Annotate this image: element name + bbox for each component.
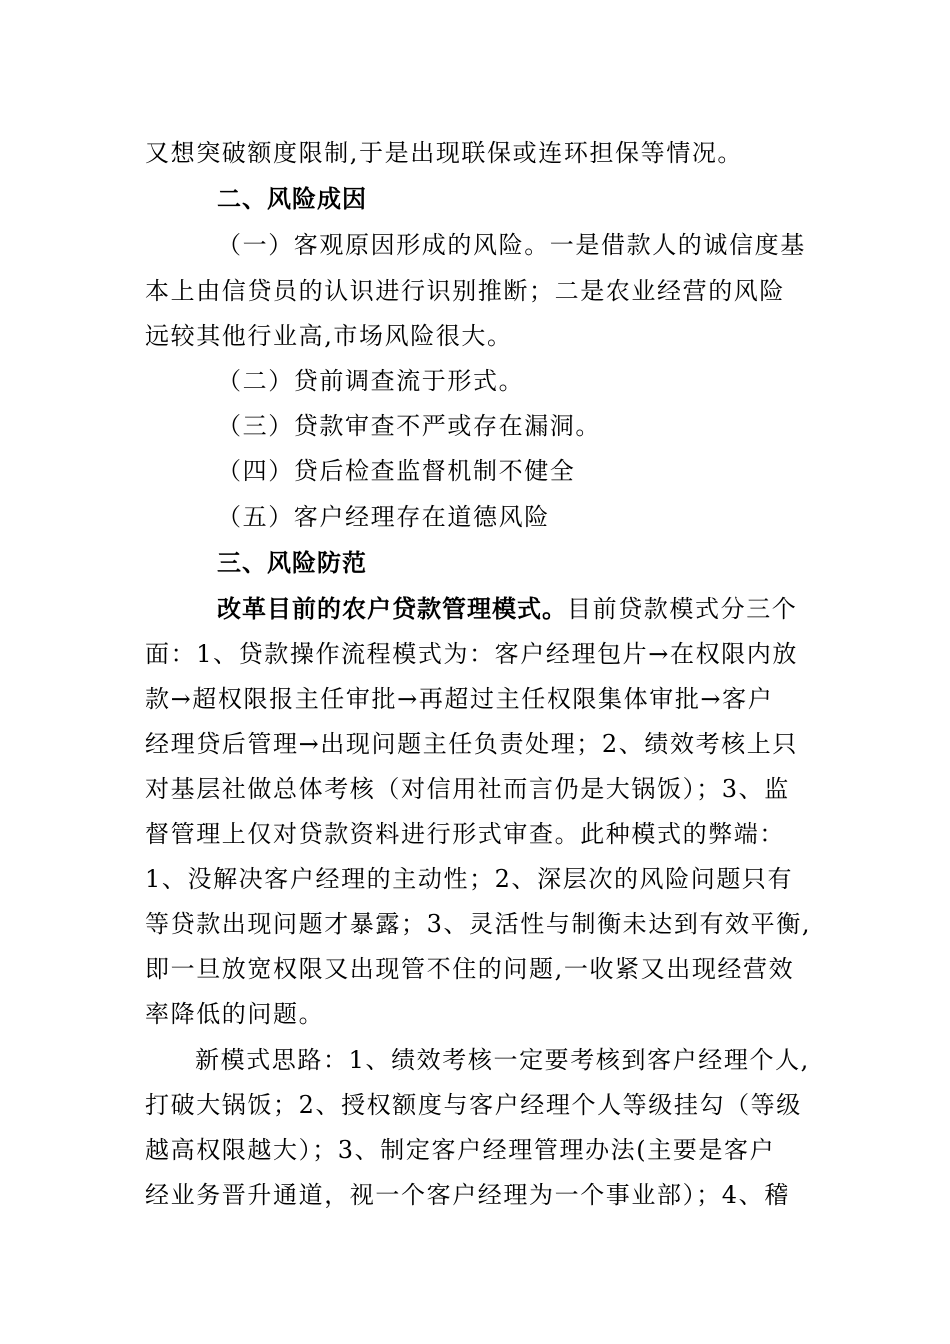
paragraph-line: 率降低的问题。 <box>145 1000 325 1028</box>
section-heading-risk-causes: 二、风险成因 <box>217 185 367 213</box>
paragraph-line: 打破大锅饭；2、授权额度与客户经理个人等级挂勾（等级 <box>145 1091 802 1119</box>
paragraph-line: 款→超权限报主任审批→再超过主任权限集体审批→客户 <box>145 685 774 713</box>
paragraph-line: 越高权限越大）；3、制定客户经理管理办法(主要是客户 <box>145 1136 776 1164</box>
paragraph-line: 远较其他行业高,市场风险很大。 <box>145 322 513 350</box>
paragraph-line <box>217 586 817 632</box>
list-item: （五）客户经理存在道德风险 <box>217 503 550 531</box>
paragraph-line: （一）客观原因形成的风险。一是借款人的诚信度基 <box>217 231 806 259</box>
paragraph-line: 等贷款出现问题才暴露；3、灵活性与制衡未达到有效平衡, <box>145 910 812 938</box>
paragraph-line: 又想突破额度限制,于是出现联保或连环担保等情况。 <box>145 139 744 167</box>
section-heading-risk-prevention: 三、风险防范 <box>217 549 367 577</box>
list-item: （二）贷前调查流于形式。 <box>217 367 525 395</box>
bold-lead-text: 改革目前的农户贷款管理模式。 <box>217 595 567 623</box>
paragraph-line: 督管理上仅对贷款资料进行形式审查。此种模式的弊端： <box>145 820 785 848</box>
paragraph-line: 经理贷后管理→出现问题主任负责处理；2、绩效考核上只 <box>145 730 798 758</box>
paragraph-line: 经业务晋升通道，视一个客户经理为一个事业部）；4、稽 <box>145 1181 790 1209</box>
list-item: （四）贷后检查监督机制不健全 <box>217 457 576 485</box>
paragraph-line: 对基层社做总体考核（对信用社而言仍是大锅饭）；3、监 <box>145 775 790 803</box>
paragraph-line: 面：1、贷款操作流程模式为：客户经理包片→在权限内放 <box>145 640 798 668</box>
list-item: （三）贷款审查不严或存在漏洞。 <box>217 412 601 440</box>
paragraph-line: 1、没解决客户经理的主动性；2、深层次的风险问题只有 <box>145 865 794 893</box>
lead-continuation: 目前贷款模式分三个 <box>567 595 798 623</box>
paragraph-line: 新模式思路：1、绩效考核一定要考核到客户经理个人, <box>195 1046 810 1074</box>
paragraph-line: 本上由信贷员的认识进行识别推断；二是农业经营的风险 <box>145 277 785 305</box>
paragraph-line: 即一旦放宽权限又出现管不住的问题,一收紧又出现经营效 <box>145 955 795 983</box>
